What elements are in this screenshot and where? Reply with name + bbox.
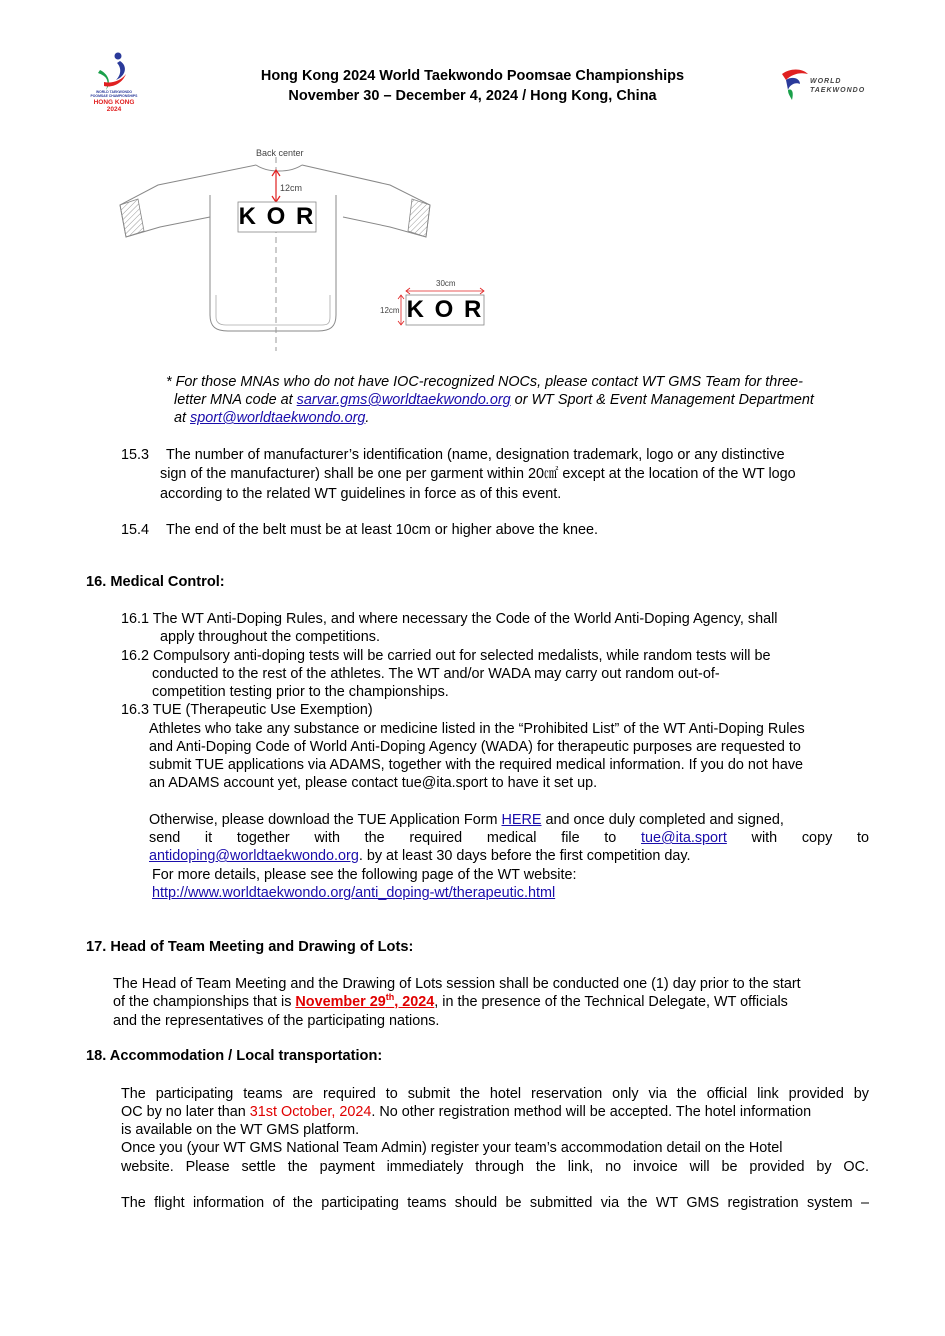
sport-email-link[interactable]: sport@worldtaekwondo.org	[190, 410, 366, 426]
section-18-p2-line1: The flight information of the participating teams should be submitted via the WT GMS registration system –	[121, 1195, 869, 1211]
item-15-3-line2: sign of the manufacturer) shall be one per garment within 20㎠ except at the location of the WT logo	[160, 466, 796, 482]
section-18-p1-line1: The participating teams are required to submit the hotel reservation only via the official link provided by	[121, 1086, 869, 1102]
section-18-p1-line3: is available on the WT GMS platform.	[121, 1122, 360, 1138]
world-taekwondo-logo	[780, 66, 870, 106]
back-center-label: Back center	[256, 148, 304, 158]
wt-logo-mark	[780, 66, 810, 102]
tue-para2-line4: For more details, please see the following page of the WT website:	[152, 867, 577, 883]
item-16-2-line2: conducted to the rest of the athletes. The WT and/or WADA may carry out random out-of-	[152, 666, 720, 682]
section-17-line2: of the championships that is November 29th, 2024, in the presence of the Technical Delegate, WT officials	[113, 992, 788, 1010]
tue-para1-line2: and Anti-Doping Code of World Anti-Doping Agency (WADA) for therapeutic purposes are requested to	[149, 739, 801, 755]
mna-note-line2: letter MNA code at sarvar.gms@worldtaekwondo.org or WT Sport & Event Management Department	[174, 392, 814, 408]
mna-note-line1: * For those MNAs who do not have IOC-recognized NOCs, please contact WT GMS Team for three-	[166, 374, 803, 390]
document-title-line2: November 30 – December 4, 2024 / Hong Kong, China	[288, 88, 657, 104]
detail-height-label: 12cm	[380, 306, 400, 315]
hotel-deadline: 31st October, 2024	[249, 1104, 372, 1120]
tue-para1-line1: Athletes who take any substance or medicine listed in the “Prohibited List” of the WT Anti-Doping Rules	[149, 721, 805, 737]
document-title-line1: Hong Kong 2024 World Taekwondo Poomsae Championships	[260, 68, 685, 84]
mna-note-line3: at sport@worldtaekwondo.org.	[174, 410, 370, 426]
logo-text-1: WORLD TAEKWONDO	[95, 90, 133, 94]
wt-logo-text-1: WORLD	[810, 78, 842, 85]
item-15-4-text: The end of the belt must be at least 10cm or higher above the knee.	[166, 522, 598, 538]
section-17-heading: 17. Head of Team Meeting and Drawing of Lots:	[86, 939, 414, 955]
item-15-3-number: 15.3	[121, 447, 150, 463]
item-16-1-line2: apply throughout the competitions.	[160, 629, 380, 645]
detail-width-label: 30cm	[436, 279, 456, 288]
tue-para2-line5	[152, 884, 876, 902]
item-16-3-title: 16.3 TUE (Therapeutic Use Exemption)	[121, 702, 373, 718]
item-16-1-line1: 16.1 The WT Anti-Doping Rules, and where necessary the Code of the World Anti-Doping Agency, shall	[121, 611, 778, 627]
tue-para1-line4: an ADAMS account yet, please contact tue@ita.sport to have it set up.	[149, 775, 598, 791]
item-16-2-line3: competition testing prior to the championships.	[152, 684, 449, 700]
uniform-back-diagram	[118, 145, 498, 353]
section-17-line1: The Head of Team Meeting and the Drawing of Lots session shall be conducted one (1) day prior to the start	[113, 976, 801, 992]
back-country-code: K O R	[238, 203, 316, 230]
section-18-heading: 18. Accommodation / Local transportation:	[86, 1048, 383, 1064]
tue-para2-line2: send it together with the required medical file to tue@ita.sport with copy to	[149, 830, 869, 846]
tue-email-link[interactable]: tue@ita.sport	[641, 830, 727, 846]
detail-country-code: K O R	[406, 296, 484, 323]
section-18-p1-line5: website. Please settle the payment immediately through the link, no invoice will be provided by OC.	[121, 1159, 869, 1175]
tue-para1-line3: submit TUE applications via ADAMS, together with the required medical information. If you do not have	[149, 757, 804, 773]
section-18-p1-line2: OC by no later than 31st October, 2024. No other registration method will be accepted. The hotel information	[121, 1104, 812, 1120]
tue-form-here-link[interactable]: HERE	[501, 812, 542, 828]
meeting-date: November 29th, 2024	[295, 992, 435, 1010]
item-15-3-line1: The number of manufacturer’s identification (name, designation trademark, logo or any distinctive	[166, 447, 785, 463]
tue-para2-line1: Otherwise, please download the TUE Application Form HERE and once duly completed and signed,	[149, 812, 784, 828]
wt-tue-page-link[interactable]: http://www.worldtaekwondo.org/anti_doping-wt/therapeutic.html	[152, 885, 556, 901]
antidoping-email-link[interactable]: antidoping@worldtaekwondo.org	[149, 848, 359, 864]
back-dim-label: 12cm	[280, 183, 303, 193]
item-15-3-line3: according to the related WT guidelines in force as of this event.	[160, 486, 562, 502]
item-16-2-line1: 16.2 Compulsory anti-doping tests will be carried out for selected medalists, while random tests will be	[121, 648, 771, 664]
logo-text-2: POOMSAE CHAMPIONSHIPS	[90, 94, 138, 98]
section-16-heading: 16. Medical Control:	[86, 574, 225, 590]
section-17-line3: and the representatives of the participating nations.	[113, 1013, 440, 1029]
tue-para2-line3: antidoping@worldtaekwondo.org. by at least 30 days before the first competition day.	[149, 848, 691, 864]
gms-email-link[interactable]: sarvar.gms@worldtaekwondo.org	[296, 392, 511, 408]
logo-text-3: HONG KONG 2024	[93, 99, 135, 113]
item-15-4-number: 15.4	[121, 522, 150, 538]
wt-logo-text-2: TAEKWONDO	[810, 87, 866, 94]
section-18-p1-line4: Once you (your WT GMS National Team Admin) register your team’s accommodation detail on the Hotel	[121, 1140, 783, 1156]
